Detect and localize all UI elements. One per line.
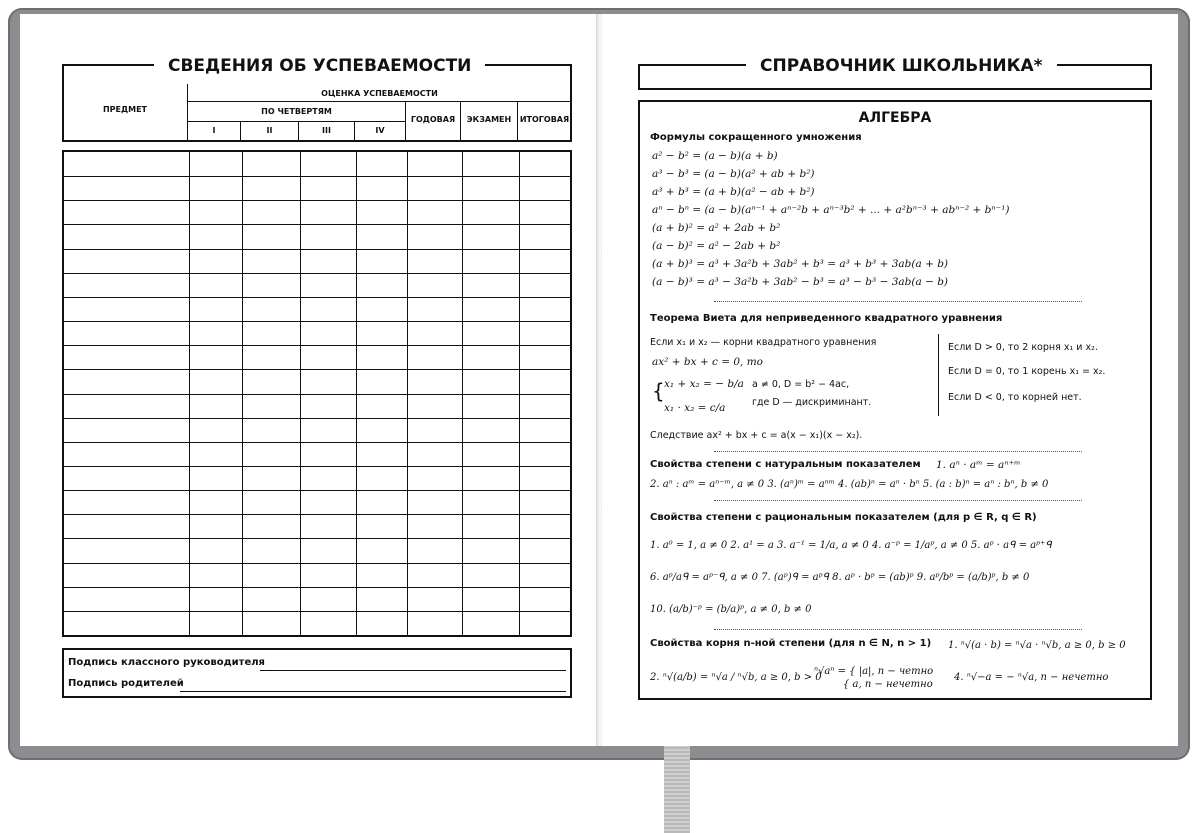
bookmark-ribbon[interactable] xyxy=(664,740,690,833)
formula-7: (a + b)³ = a³ + 3a²b + 3ab² + b³ = a³ + b³ + 3ab(a + b) xyxy=(652,258,949,270)
grid-row-line xyxy=(64,466,570,467)
formula-1: a² − b² = (a − b)(a + b) xyxy=(652,150,778,162)
grid-row-line xyxy=(64,321,570,322)
grid-row-line xyxy=(64,200,570,201)
rational-powers-line-1: 1. a⁰ = 1, a ≠ 0 2. a¹ = a 3. a⁻¹ = 1/a, a ≠ 0 4. a⁻ᵖ = 1/aᵖ, a ≠ 0 5. aᵖ · aᑫ = aᵖ⁺ᑫ xyxy=(650,540,1052,551)
vieta-sum: x₁ + x₂ = − b/a xyxy=(664,378,744,390)
header-divider xyxy=(187,101,571,102)
grid-row-line xyxy=(64,442,570,443)
formula-3: a³ + b³ = (a + b)(a² − ab + b²) xyxy=(652,186,815,198)
grid-row-line xyxy=(64,394,570,395)
system-brace: { xyxy=(652,379,665,403)
grid-row-line xyxy=(64,176,570,177)
section-title: АЛГЕБРА xyxy=(858,110,932,126)
formula-4: aⁿ − bⁿ = (a − b)(aⁿ⁻¹ + aⁿ⁻²b + aⁿ⁻³b² + ... + a²bⁿ⁻³ + abⁿ⁻² + bⁿ⁻¹) xyxy=(652,204,1010,216)
formula-6: (a − b)² = a² − 2ab + b² xyxy=(652,240,781,252)
natural-powers-title: Свойства степени с натуральным показателем xyxy=(650,459,921,470)
signature-parents-label: Подпись родителей xyxy=(68,678,184,689)
section-separator xyxy=(714,500,1082,501)
natural-powers-rest: 2. aⁿ : aᵐ = aⁿ⁻ᵐ, a ≠ 0 3. (aⁿ)ᵐ = aⁿᵐ 4. (ab)ⁿ = aⁿ · bⁿ 5. (a : b)ⁿ = aⁿ : bⁿ, b ≠ 0 xyxy=(650,479,1049,490)
signature-teacher-line[interactable] xyxy=(260,670,566,671)
vieta-d-negative: Если D < 0, то корней нет. xyxy=(948,392,1082,403)
vieta-title: Теорема Виета для неприведенного квадратного уравнения xyxy=(650,313,1003,324)
grid-row-line xyxy=(64,563,570,564)
formula-8: (a − b)³ = a³ − 3a²b + 3ab² − b³ = a³ − b³ − 3ab(a − b) xyxy=(652,276,949,288)
header-divider xyxy=(187,121,405,122)
grid-row-line xyxy=(64,297,570,298)
vieta-condition-1: a ≠ 0, D = b² − 4ac, xyxy=(752,379,850,390)
left-page xyxy=(20,14,598,746)
final-header: ИТОГОВАЯ xyxy=(519,115,570,124)
grid-row-line xyxy=(64,514,570,515)
formula-2: a³ − b³ = (a − b)(a² + ab + b²) xyxy=(652,168,815,180)
vieta-condition-2: где D — дискриминант. xyxy=(752,397,872,408)
quarters-header: ПО ЧЕТВЕРТЯМ xyxy=(261,107,332,116)
signature-teacher-label: Подпись классного руководителя xyxy=(68,657,265,668)
vieta-d-zero: Если D = 0, то 1 корень x₁ = x₂. xyxy=(948,366,1106,377)
grid-row-line xyxy=(64,538,570,539)
quarter-2: II xyxy=(266,126,273,135)
reference-title: СПРАВОЧНИК ШКОЛЬНИКА* xyxy=(746,56,1057,76)
root-property-2: 2. ⁿ√(a/b) = ⁿ√a / ⁿ√b, a ≥ 0, b > 0 xyxy=(650,672,822,683)
rational-powers-title: Свойства степени с рациональным показателем (для p ∈ R, q ∈ R) xyxy=(650,512,1037,523)
grades-grid xyxy=(62,150,572,637)
grid-row-line xyxy=(64,418,570,419)
quarter-1: I xyxy=(212,126,216,135)
grade-header: ОЦЕНКА УСПЕВАЕМОСТИ xyxy=(321,89,438,98)
vieta-corollary: Следствие ax² + bx + c = a(x − x₁)(x − x₂). xyxy=(650,430,863,441)
root-property-3a: ⁿ√aⁿ = { |a|, n − четно xyxy=(814,666,934,677)
right-page xyxy=(602,14,1178,746)
vieta-d-positive: Если D > 0, то 2 корня x₁ и x₂. xyxy=(948,342,1098,353)
root-properties-title: Свойства корня n-ной степени (для n ∈ N, n > 1) xyxy=(650,638,932,649)
root-property-4: 4. ⁿ√−a = − ⁿ√a, n − нечетно xyxy=(954,672,1109,683)
section-separator xyxy=(714,629,1082,630)
rational-powers-line-2: 6. aᵖ/aᑫ = aᵖ⁻ᑫ, a ≠ 0 7. (aᵖ)ᑫ = aᵖᑫ 8. aᵖ · bᵖ = (ab)ᵖ 9. aᵖ/bᵖ = (a/b)ᵖ, b ≠ 0 xyxy=(650,572,1030,583)
rational-powers-line-3: 10. (a/b)⁻ᵖ = (b/a)ᵖ, a ≠ 0, b ≠ 0 xyxy=(650,604,812,615)
vieta-line-2: ax² + bx + c = 0, то xyxy=(652,356,763,368)
exam-header: ЭКЗАМЕН xyxy=(466,115,512,124)
natural-power-1: 1. aⁿ · aᵐ = aⁿ⁺ᵐ xyxy=(936,459,1021,471)
subject-header: ПРЕДМЕТ xyxy=(102,105,148,114)
signature-parents-line[interactable] xyxy=(180,691,566,692)
formula-5: (a + b)² = a² + 2ab + b² xyxy=(652,222,781,234)
vieta-product: x₁ · x₂ = c/a xyxy=(664,402,726,414)
vieta-divider xyxy=(938,334,939,416)
section-separator xyxy=(714,301,1082,302)
grid-row-line xyxy=(64,490,570,491)
year-header: ГОДОВАЯ xyxy=(410,115,456,124)
grid-row-line xyxy=(64,587,570,588)
root-property-1: 1. ⁿ√(a · b) = ⁿ√a · ⁿ√b, a ≥ 0, b ≥ 0 xyxy=(948,640,1126,651)
grid-row-line xyxy=(64,224,570,225)
grid-row-line xyxy=(64,611,570,612)
abbrev-title: Формулы сокращенного умножения xyxy=(650,132,862,143)
root-property-3b: { a, n − нечетно xyxy=(843,679,933,690)
section-separator xyxy=(714,451,1082,452)
page-title: СВЕДЕНИЯ ОБ УСПЕВАЕМОСТИ xyxy=(154,56,485,76)
grid-row-line xyxy=(64,369,570,370)
grid-row-line xyxy=(64,273,570,274)
quarter-3: III xyxy=(322,126,331,135)
grid-row-line xyxy=(64,345,570,346)
vieta-line-1: Если x₁ и x₂ — корни квадратного уравнения xyxy=(650,337,877,348)
grid-row-line xyxy=(64,249,570,250)
quarter-4: IV xyxy=(375,126,385,135)
